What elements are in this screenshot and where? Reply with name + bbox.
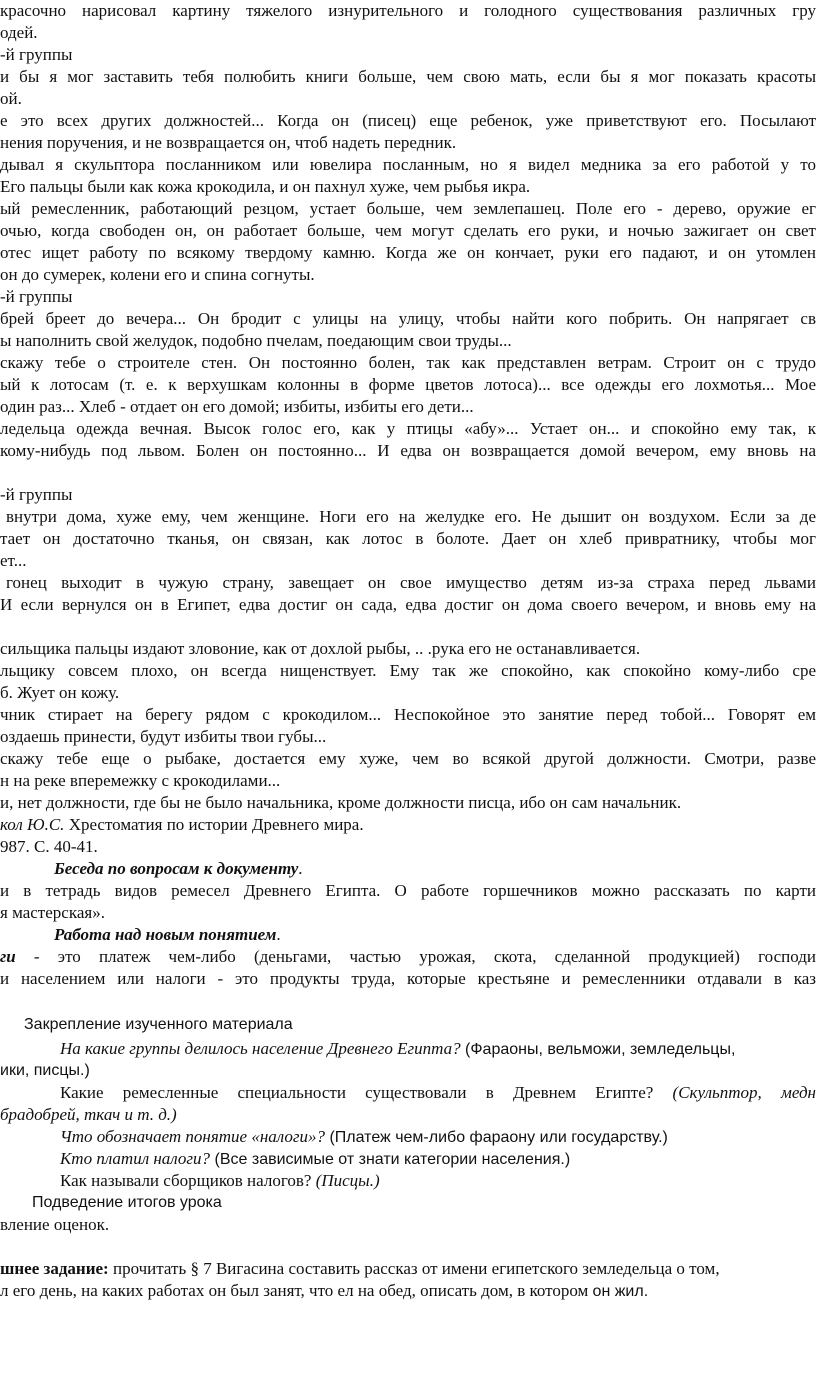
definition-text: - это платеж чем-либо (деньгами, частью урожая, скота, сделанной продукцией) господи (15, 947, 816, 966)
homework-line (0, 1258, 720, 1280)
text-line: чник стирает на берегу рядом с крокодилом... Неспокойное это занятие перед тобой... Говорят ем (0, 705, 816, 724)
section-heading: -й группы (0, 45, 73, 64)
text-line: красочно нарисовал картину тяжелого изнурительного и голодного существования различных гру (0, 1, 816, 20)
question-line (60, 1038, 735, 1060)
answer-text: (Все зависимые от знати категории населения.) (210, 1151, 571, 1168)
homework-tail: он жил. (592, 1283, 649, 1300)
text-line: ый к лотосам (т. е. к верхушкам колонны в форме цветов лотоса)... все одежды его лохмотья... Мое (0, 375, 816, 394)
text-line: и, нет должности, где бы не было начальника, кроме должности писца, ибо он сам начальник. (0, 793, 682, 812)
text-line: оздаешь принести, будут избиты твои губы... (0, 727, 327, 746)
citation (0, 814, 364, 836)
question-line (60, 1148, 570, 1170)
text-line: скажу тебе о строителе стен. Он постоянно болен, так как представлен ветрам. Строит он с трудо (0, 353, 816, 372)
question-text: Какие ремесленные специальности существовали в Древнем Египте? (60, 1083, 673, 1102)
definition-term: ги (0, 947, 16, 966)
text-line: е это всех других должностей... Когда он (писец) еще ребенок, уже приветствуют его. Посылают (0, 111, 816, 130)
text-line: отес ищет работу по всякому твердому камню. Когда же он кончает, руки его падают, и он утомлен (0, 243, 816, 262)
text-line: ый ремесленник, работающий резцом, устает больше, чем землепашец. Поле его - дерево, оружие ег (0, 199, 816, 218)
text-line: внутри дома, хуже ему, чем женщине. Ноги его на желудке его. Не дышит он воздухом. Если за де (6, 507, 816, 526)
citation-author: кол Ю.С. (0, 815, 65, 834)
text-line: очью, когда свободен он, он работает больше, чем могут сделать его руки, и ночью зажигает он свет (0, 221, 816, 240)
text-line: брей бреет до вечера... Он бродит с улицы на улицу, чтобы найти кого побрить. Он напрягает св (0, 309, 816, 328)
text-line: б. Жует он кожу. (0, 683, 120, 702)
question-line (60, 1170, 380, 1192)
text-line: и бы я мог заставить тебя полюбить книги больше, чем свою мать, если бы я мог показать красоты (0, 67, 816, 86)
text-line: дывал я скульптора посланником или ювелира посланным, но я видел медника за его работой у то (0, 155, 816, 174)
text-line: И если вернулся он в Египет, едва достиг он сада, едва достиг он дома своего вечером, и вновь ему на (0, 595, 816, 614)
homework-line (0, 1280, 648, 1302)
section-heading: -й группы (0, 485, 73, 504)
text-line: и в тетрадь видов ремесел Древнего Египта. О работе горшечников можно рассказать по карти (0, 881, 816, 900)
answer-continuation: ики, писцы.) (0, 1062, 90, 1079)
text-line: тает он достаточно тканья, он связан, как лотос в болоте. Дает он хлеб привратнику, чтобы мог (0, 529, 816, 548)
text-line: скажу тебе еще о рыбаке, достается ему хуже, чем во всякой другой должности. Смотри, разве (0, 749, 816, 768)
question-text: Как называли сборщиков налогов? (60, 1171, 316, 1190)
question-text: На какие группы делилось население Древнего Египта? (60, 1039, 461, 1058)
question-text: Кто платил налоги? (60, 1149, 211, 1168)
text-line: один раз... Хлеб - отдает он его домой; избиты, избиты его дети... (0, 397, 474, 416)
section-heading: Подведение итогов урока (32, 1194, 222, 1211)
text-line: кому-нибудь под львом. Болен он постоянно... И едва он возвращается домой вечером, ему вновь на (0, 441, 816, 460)
answer-text: (Скульптор, медн (672, 1083, 816, 1102)
text-line: Его пальцы были как кожа крокодила, и он пахнул хуже, чем рыбья икра. (0, 177, 531, 196)
answer-text: (Писцы.) (315, 1171, 380, 1190)
text-line: он до сумерек, колени его и спина согнуты. (0, 265, 315, 284)
text-line: н на реке вперемежку с крокодилами... (0, 771, 281, 790)
heading-text: Работа над новым понятием (54, 925, 277, 944)
answer-continuation: брадобрей, ткач и т. д.) (0, 1105, 177, 1124)
text-line: я мастерская». (0, 903, 105, 922)
subsection-heading (54, 858, 303, 880)
section-heading: -й группы (0, 287, 73, 306)
answer-text: (Фараоны, вельможи, земледельцы, (460, 1041, 736, 1058)
text-line: одей. (0, 23, 38, 42)
text-line: нения поручения, и не возвращается он, чтоб надеть передник. (0, 133, 457, 152)
homework-text: прочитать § 7 Вигасина составить рассказ от имени египетского земледельца о том, (108, 1259, 720, 1278)
text-line: и населением или налоги - это продукты труда, которые крестьяне и ремесленники отдавали в каз (0, 969, 816, 988)
text-line: ой. (0, 89, 22, 108)
answer-text: (Платеж чем-либо фараону или государству.) (325, 1129, 668, 1146)
question-line (60, 1126, 668, 1148)
text-line: ы наполнить свой желудок, подобно пчелам, поедающим свои труды... (0, 331, 512, 350)
text-line: ледельца одежда вечная. Высок голос его, как у птицы «абу»... Устает он... и спокойно ему так, к (0, 419, 816, 438)
homework-label: шнее задание: (0, 1259, 109, 1278)
heading-tail: . (298, 859, 303, 878)
homework-text: л его день, на каких работах он был занят, что ел на обед, описать дом, в котором (0, 1281, 593, 1300)
text-line: гонец выходит в чужую страну, завещает он свое имущество детям из-за страха перед львами (6, 573, 816, 592)
section-heading: Закрепление изученного материала (24, 1016, 293, 1033)
text-line: льщику совсем плохо, он всегда нищенствует. Ему так же спокойно, как спокойно кому-либо сре (0, 661, 816, 680)
citation-title: Хрестоматия по истории Древнего мира. (64, 815, 364, 834)
citation-year: 987. С. 40-41. (0, 837, 98, 856)
text-line: ет... (0, 551, 27, 570)
subsection-heading (54, 924, 281, 946)
heading-tail: . (276, 925, 281, 944)
definition-line (0, 946, 816, 968)
heading-text: Беседа по вопросам к документу (54, 859, 299, 878)
text-line: вление оценок. (0, 1215, 110, 1234)
text-line: сильщика пальцы издают зловоние, как от дохлой рыбы, .. .рука его не останавливается. (0, 639, 641, 658)
question-line (60, 1082, 816, 1104)
question-text: Что обозначает понятие «налоги»? (60, 1127, 326, 1146)
